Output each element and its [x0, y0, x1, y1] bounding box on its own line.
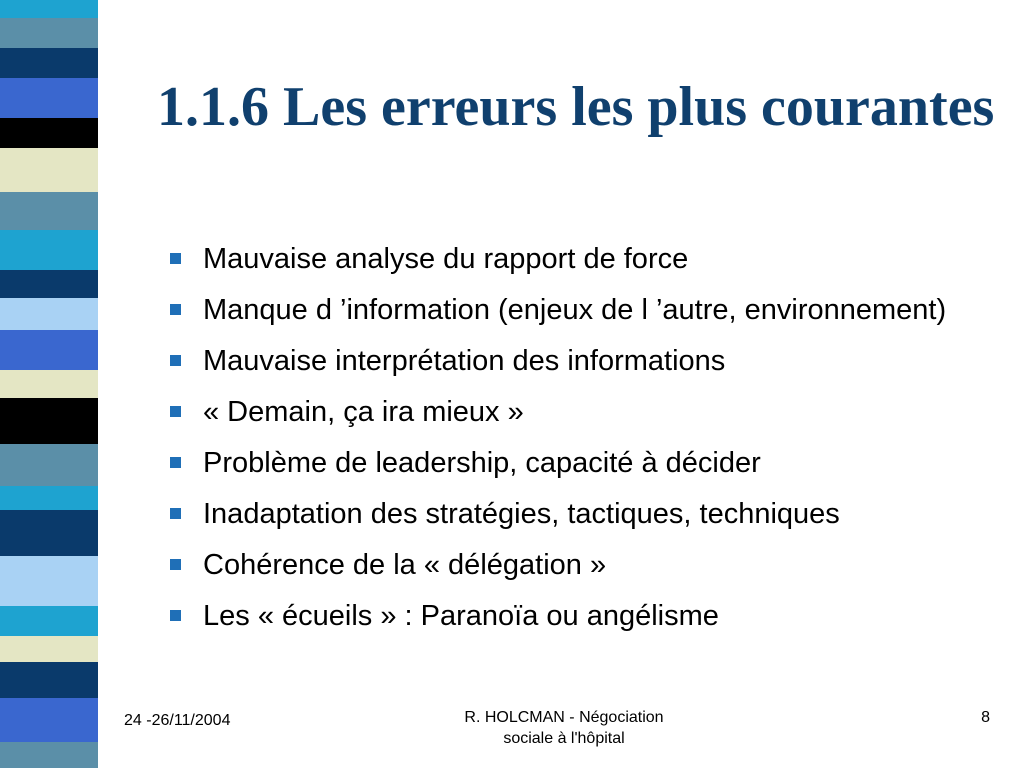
list-item [168, 289, 998, 332]
footer-date: 24 -26/11/2004 [124, 712, 231, 729]
list-item [168, 340, 998, 383]
list-item [168, 391, 998, 434]
bullet-text: Les « écueils » : Paranoïa ou angélisme [203, 600, 719, 632]
list-item [168, 238, 998, 281]
bullet-text: Cohérence de la « délégation » [203, 549, 607, 581]
page-number: 8 [981, 709, 990, 726]
square-bullet-icon [170, 610, 181, 621]
bullet-text: Manque d ’information (enjeux de l ’autre, environnement) [203, 294, 947, 326]
footer-presenter-line1: R. HOLCMAN - Négociation [464, 709, 664, 726]
slide-title: 1.1.6 Les erreurs les plus courantes [157, 76, 995, 138]
footer-presenter-info [392, 707, 736, 749]
square-bullet-icon [170, 406, 181, 417]
bullet-text: Mauvaise analyse du rapport de force [203, 243, 689, 275]
square-bullet-icon [170, 304, 181, 315]
square-bullet-icon [170, 457, 181, 468]
decorative-stripe-bar [0, 0, 98, 768]
square-bullet-icon [170, 508, 181, 519]
list-item [168, 544, 998, 587]
square-bullet-icon [170, 253, 181, 264]
bullet-list [168, 238, 998, 646]
list-item [168, 595, 998, 638]
list-item [168, 493, 998, 536]
bullet-text: « Demain, ça ira mieux » [203, 396, 524, 428]
list-item [168, 442, 998, 485]
footer-presenter-line2: sociale à l'hôpital [503, 730, 625, 747]
bullet-text: Problème de leadership, capacité à décider [203, 447, 761, 479]
bullet-text: Mauvaise interprétation des informations [203, 345, 726, 377]
square-bullet-icon [170, 355, 181, 366]
square-bullet-icon [170, 559, 181, 570]
bullet-text: Inadaptation des stratégies, tactiques, techniques [203, 498, 840, 530]
